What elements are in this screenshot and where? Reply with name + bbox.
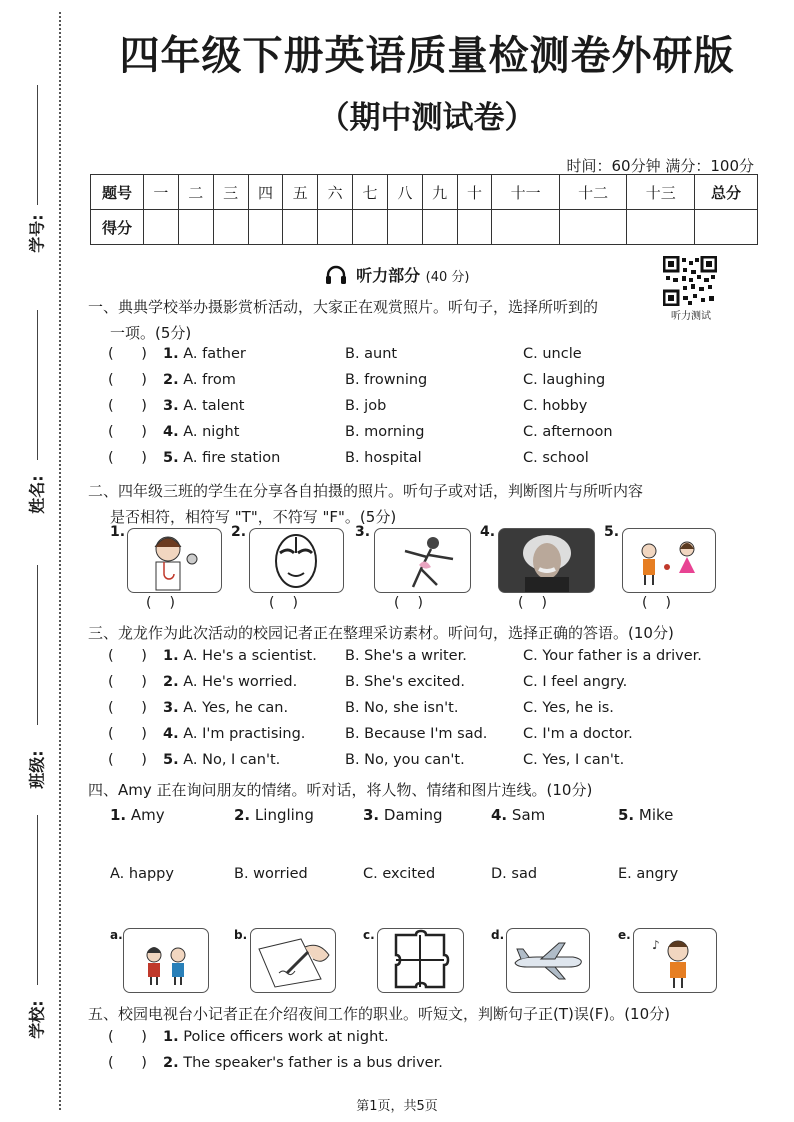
emotion-item[interactable]: B. worried — [234, 866, 308, 882]
list-item: 1. A. father — [163, 346, 246, 362]
answer-paren[interactable]: ( ) — [108, 372, 147, 388]
name-blank-line — [37, 310, 38, 460]
school-blank-line — [37, 815, 38, 985]
option-b: B. job — [345, 398, 387, 414]
table-col: 四 — [248, 175, 283, 210]
score-cell[interactable] — [627, 210, 695, 245]
answer-paren[interactable]: ( ) — [108, 1029, 147, 1045]
picture-airplane[interactable] — [506, 928, 590, 993]
list-item: 4. A. I'm practising. — [163, 726, 306, 742]
score-cell[interactable] — [213, 210, 248, 245]
listening-points: (40 分) — [425, 270, 470, 285]
answer-paren[interactable]: ( ) — [108, 648, 147, 664]
page-subtitle: （期中测试卷） — [318, 100, 536, 136]
student-no-blank-line — [37, 85, 38, 205]
list-item: 5. A. fire station — [163, 450, 281, 466]
option-b: B. aunt — [345, 346, 398, 362]
answer-paren[interactable]: ( ) — [108, 752, 147, 768]
table-col: 十一 — [492, 175, 559, 210]
picture-children-playing — [622, 528, 716, 593]
picture-puzzle[interactable] — [377, 928, 464, 993]
person-item[interactable]: 5. Mike — [618, 806, 674, 824]
class-blank-line — [37, 565, 38, 725]
picture-letter: e. — [618, 928, 631, 942]
headphones-icon — [325, 265, 347, 285]
option-c: C. Yes, he is. — [523, 700, 614, 716]
table-col: 一 — [144, 175, 179, 210]
picture-number: 1. — [110, 524, 126, 540]
answer-paren[interactable]: ( ) — [108, 450, 147, 466]
list-item: 5. A. No, I can't. — [163, 752, 281, 768]
option-b: B. She's excited. — [345, 674, 466, 690]
picture-number: 5. — [604, 524, 620, 540]
score-cell[interactable] — [457, 210, 492, 245]
list-item: 2. A. from — [163, 372, 236, 388]
answer-paren[interactable]: ( ) — [108, 700, 147, 716]
answer-paren[interactable]: () — [146, 595, 193, 611]
option-b: B. Because I'm sad. — [345, 726, 488, 742]
list-item: 3. A. talent — [163, 398, 245, 414]
list-item: 2. The speaker's father is a bus driver. — [163, 1055, 443, 1071]
picture-number: 2. — [231, 524, 247, 540]
person-item[interactable]: 4. Sam — [491, 806, 546, 824]
table-row-head: 题号 — [91, 175, 144, 210]
section4-heading-line1: 四、Amy 正在询问朋友的情绪。听对话，将人物、情绪和图片连线。(10分) — [88, 781, 593, 799]
score-cell[interactable] — [144, 210, 179, 245]
emotion-item[interactable]: C. excited — [363, 866, 436, 882]
picture-doctor — [127, 528, 222, 593]
answer-paren[interactable]: () — [269, 595, 316, 611]
emotion-item[interactable]: D. sad — [491, 866, 538, 882]
section2-heading-line2: 是否相符，相符写 "T"，不符写 "F"。(5分) — [110, 508, 397, 526]
emotion-item[interactable]: A. happy — [110, 866, 174, 882]
picture-writing[interactable] — [250, 928, 336, 993]
section1-heading — [88, 294, 758, 346]
picture-mask — [249, 528, 344, 593]
person-item[interactable]: 1. Amy — [110, 806, 165, 824]
table-col: 十三 — [627, 175, 695, 210]
section2-heading — [88, 478, 758, 530]
school-label: 学校: — [27, 1000, 47, 1039]
list-item: 1. Police officers work at night. — [163, 1029, 389, 1045]
option-b: B. No, you can't. — [345, 752, 465, 768]
option-c: C. school — [523, 450, 589, 466]
section5-heading-line1: 五、校园电视台小记者正在介绍夜间工作的职业。听短文，判断句子正(T)误(F)。(10分) — [88, 1005, 670, 1023]
answer-paren[interactable]: () — [394, 595, 441, 611]
table-col: 十二 — [559, 175, 626, 210]
picture-boy-angry[interactable] — [633, 928, 717, 993]
section5-heading — [88, 1001, 758, 1027]
listening-title: 听力部分 — [356, 266, 421, 285]
list-item: 2. A. He's worried. — [163, 674, 298, 690]
picture-scientist — [498, 528, 595, 593]
option-c: C. laughing — [523, 372, 606, 388]
table-row-head: 得分 — [91, 210, 144, 245]
table-col: 三 — [213, 175, 248, 210]
person-item[interactable]: 3. Daming — [363, 806, 443, 824]
answer-paren[interactable]: () — [518, 595, 565, 611]
table-col: 九 — [422, 175, 457, 210]
score-cell[interactable] — [559, 210, 626, 245]
time-info: 时间：60分钟 满分：100分 — [566, 157, 754, 175]
picture-letter: a. — [110, 928, 123, 942]
table-col: 六 — [318, 175, 353, 210]
class-label: 班级: — [27, 750, 47, 789]
table-col: 十 — [457, 175, 492, 210]
list-item: 4. A. night — [163, 424, 240, 440]
section2-heading-line1: 二、四年级三班的学生在分享各自拍摄的照片。听句子或对话，判断图片与所听内容 — [88, 482, 644, 500]
section4-heading — [88, 777, 758, 803]
option-b: B. hospital — [345, 450, 422, 466]
score-cell[interactable] — [492, 210, 559, 245]
list-item: 1. A. He's a scientist. — [163, 648, 317, 664]
score-cell[interactable] — [387, 210, 422, 245]
score-cell[interactable] — [695, 210, 758, 245]
option-c: C. afternoon — [523, 424, 613, 440]
svg-text:♪: ♪ — [652, 938, 660, 952]
answer-paren[interactable]: ( ) — [108, 424, 147, 440]
option-b: B. morning — [345, 424, 425, 440]
score-cell[interactable] — [248, 210, 283, 245]
option-c: C. uncle — [523, 346, 582, 362]
picture-letter: d. — [491, 928, 505, 942]
page-title: 四年级下册英语质量检测卷外研版 — [119, 33, 735, 79]
picture-letter: b. — [234, 928, 248, 942]
answer-paren[interactable]: () — [642, 595, 689, 611]
option-b: B. No, she isn't. — [345, 700, 459, 716]
name-label: 姓名: — [27, 475, 47, 514]
section1-heading-line2: 一项。(5分) — [110, 324, 192, 342]
answer-paren[interactable]: ( ) — [108, 726, 147, 742]
score-cell[interactable] — [422, 210, 457, 245]
option-c: C. hobby — [523, 398, 588, 414]
page-footer: 第1页，共5页 — [356, 1099, 438, 1114]
picture-number: 3. — [355, 524, 371, 540]
table-col: 二 — [178, 175, 213, 210]
score-table-score-row — [91, 210, 758, 245]
score-table — [90, 174, 758, 245]
person-item[interactable]: 2. Lingling — [234, 806, 314, 824]
table-total-head: 总分 — [695, 175, 758, 210]
score-cell[interactable] — [178, 210, 213, 245]
answer-paren[interactable]: ( ) — [108, 674, 147, 690]
binding-dotted-line — [59, 12, 61, 1110]
answer-paren[interactable]: ( ) — [108, 1055, 147, 1071]
list-item: 3. A. Yes, he can. — [163, 700, 289, 716]
picture-letter: c. — [363, 928, 375, 942]
qr-caption: 听力测试 — [671, 311, 711, 322]
section3-heading-line1: 三、龙龙作为此次活动的校园记者正在整理采访素材。听问句，选择正确的答语。(10分) — [88, 624, 674, 642]
table-col: 七 — [353, 175, 388, 210]
option-b: B. frowning — [345, 372, 428, 388]
section3-heading — [88, 620, 758, 646]
option-c: C. Your father is a driver. — [523, 648, 702, 664]
section1-heading-line1: 一、典典学校举办摄影赏析活动，大家正在观赏照片。听句子，选择所听到的 — [88, 298, 599, 316]
option-c: C. I'm a doctor. — [523, 726, 633, 742]
picture-children-happy[interactable] — [123, 928, 209, 993]
score-cell[interactable] — [318, 210, 353, 245]
score-cell[interactable] — [283, 210, 318, 245]
score-table-header-row — [91, 175, 758, 210]
score-cell[interactable] — [353, 210, 388, 245]
table-col: 五 — [283, 175, 318, 210]
answer-paren[interactable]: ( ) — [108, 346, 147, 362]
picture-dancer — [374, 528, 471, 593]
option-b: B. She's a writer. — [345, 648, 467, 664]
picture-number: 4. — [480, 524, 496, 540]
option-c: C. I feel angry. — [523, 674, 628, 690]
answer-paren[interactable]: ( ) — [108, 398, 147, 414]
student-no-label: 学号: — [27, 214, 47, 253]
table-col: 八 — [387, 175, 422, 210]
emotion-item[interactable]: E. angry — [618, 866, 679, 882]
option-c: C. Yes, I can't. — [523, 752, 625, 768]
